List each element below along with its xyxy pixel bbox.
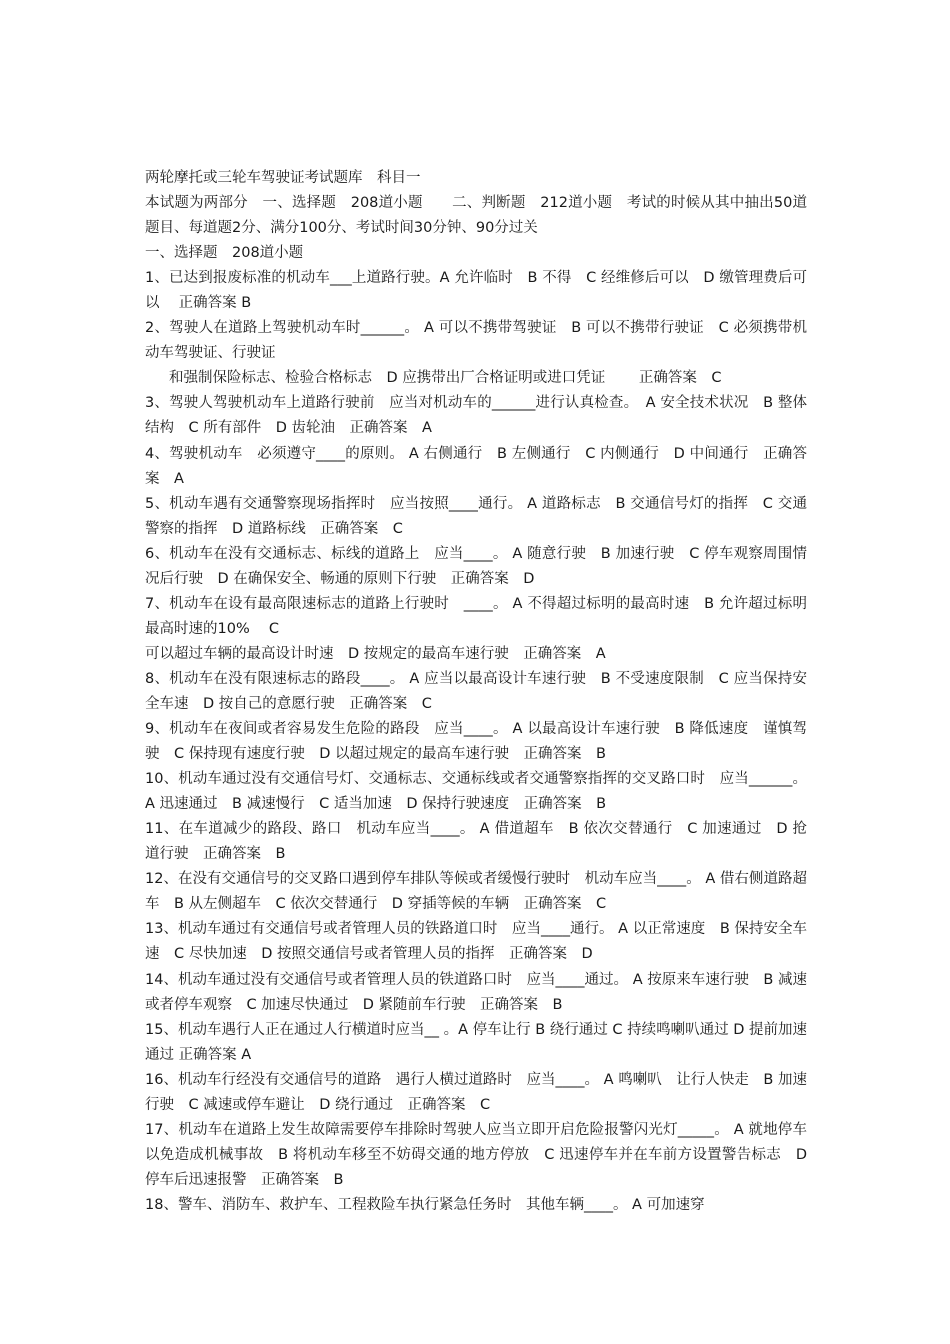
question-3: 3、驾驶人驾驶机动车上道路行驶前 应当对机动车的______进行认真检查。 A 安全技术状况 B 整体结构 C 所有部件 D 齿轮油 正确答案 A (145, 395, 807, 437)
question-10: 10、机动车通过没有交通信号灯、交通标志、交通标线或者交通警察指挥的交叉路口时 应当______。 A 迅速通过 B 减速慢行 C 适当加速 D 保持行驶速度 正确答案 B (145, 771, 807, 813)
question-6: 6、机动车在没有交通标志、标线的道路上 应当____。 A 随意行驶 B 加速行驶 C 停车观察周围情况后行驶 D 在确保安全、畅通的原则下行驶 正确答案 D (145, 545, 807, 587)
question-15: 15、机动车遇行人正在通过人行横道时应当__ 。A 停车让行 B 绕行通过 C 持续鸣喇叭通过 D 提前加速通过 正确答案 A (145, 1021, 807, 1063)
question-5: 5、机动车遇有交通警察现场指挥时 应当按照____通行。 A 道路标志 B 交通信号灯的指挥 C 交通警察的指挥 D 道路标线 正确答案 C (145, 495, 807, 537)
document-body (145, 166, 822, 1218)
question-1: 1、已达到报废标准的机动车___上道路行驶。A 允许临时 B 不得 C 经维修后可以 D 缴管理费后可以 正确答案 B (145, 270, 807, 312)
question-13: 13、机动车通过有交通信号或者管理人员的铁路道口时 应当____通行。 A 以正常速度 B 保持安全车速 C 尽快加速 D 按照交通信号或者管理人员的指挥 正确答案 D (145, 921, 807, 963)
question-2: 2、驾驶人在道路上驾驶机动车时______。 A 可以不携带驾驶证 B 可以不携带行驶证 C 必须携带机动车驾驶证、行驶证 (145, 320, 807, 362)
question-9: 9、机动车在夜间或者容易发生危险的路段 应当____。 A 以最高设计车速行驶 B 降低速度 谨慎驾驶 C 保持现有速度行驶 D 以超过规定的最高车速行驶 正确答案 B (145, 721, 807, 763)
section-heading: 一、选择题 208道小题 (145, 245, 304, 262)
question-18: 18、警车、消防车、救护车、工程救险车执行紧急任务时 其他车辆____。 A 可加速穿 (145, 1196, 705, 1213)
question-8: 8、机动车在没有限速标志的路段____。 A 应当以最高设计车速行驶 B 不受速度限制 C 应当保持安全车速 D 按自己的意愿行驶 正确答案 C (145, 670, 807, 712)
question-7: 7、机动车在设有最高限速标志的道路上行驶时 ____。 A 不得超过标明的最高时速 B 允许超过标明最高时速的10% C (145, 595, 807, 637)
question-4: 4、驾驶机动车 必须遵守____的原则。 A 右侧通行 B 左侧通行 C 内侧通行 D 中间通行 正确答案 A (145, 445, 807, 487)
document-title: 两轮摩托或三轮车驾驶证考试题库 科目一 (145, 170, 421, 186)
question-17: 17、机动车在道路上发生故障需要停车排除时驾驶人应当立即开启危险报警闪光灯_____。 A 就地停车 以免造成机械事故 B 将机动车移至不妨碍交通的地方停放 C 迅速停车并在车前方设置警告标志 D 停车后迅速报警 正确答案 B (145, 1121, 822, 1188)
question-11: 11、在车道减少的路段、路口 机动车应当____。 A 借道超车 B 依次交替通行 C 加速通过 D 抢道行驶 正确答案 B (145, 821, 807, 863)
question-2-continued: 和强制保险标志、检验合格标志 D 应携带出厂合格证明或进口凭证 正确答案 C (169, 370, 722, 387)
question-16: 16、机动车行经没有交通信号的道路 遇行人横过道路时 应当____。 A 鸣喇叭 让行人快走 B 加速行驶 C 减速或停车避让 D 绕行通过 正确答案 C (145, 1071, 807, 1113)
document-intro: 本试题为两部分 一、选择题 208道小题 二、判断题 212道小题 考试的时候从其中抽出50道题目、每道题2分、满分100分、考试时间30分钟、90分过关 (145, 195, 807, 237)
question-12: 12、在没有交通信号的交叉路口遇到停车排队等候或者缓慢行驶时 机动车应当____。 A 借右侧道路超车 B 从左侧超车 C 依次交替通行 D 穿插等候的车辆 正确答案 C (145, 871, 807, 913)
question-14: 14、机动车通过没有交通信号或者管理人员的铁道路口时 应当____通过。 A 按原来车速行驶 B 减速或者停车观察 C 加速尽快通过 D 紧随前车行驶 正确答案 B (145, 971, 807, 1013)
question-7-continued: 可以超过车辆的最高设计时速 D 按规定的最高车速行驶 正确答案 A (145, 645, 606, 662)
